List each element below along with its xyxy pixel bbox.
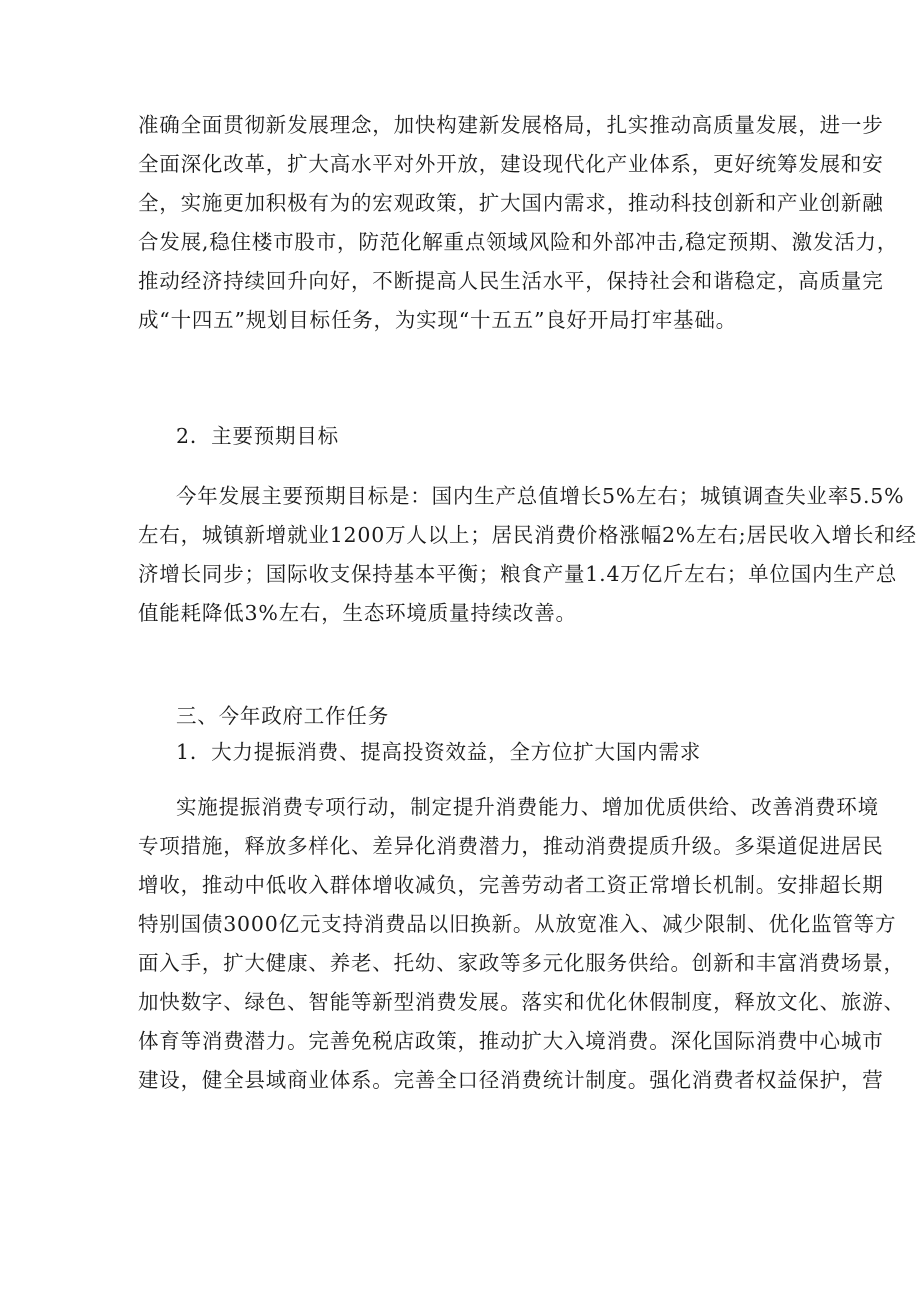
paragraph-line: 左右，城镇新增就业1200万人以上；居民消费价格涨幅2%左右;居民收入增长和经 [138, 523, 917, 547]
paragraph-task-one [138, 788, 905, 1100]
paragraph-line: 增收，推动中低收入群体增收减负，完善劳动者工资正常增长机制。安排超长期 [138, 873, 884, 897]
paragraph-line: 实施提振消费专项行动，制定提升消费能力、增加优质供给、改善消费环境 [176, 795, 879, 819]
heading-main-targets: 2．主要预期目标 [176, 424, 339, 448]
paragraph-line: 全，实施更加积极有为的宏观政策，扩大国内需求，推动科技创新和产业创新融 [138, 191, 884, 215]
paragraph-line: 特别国债3000亿元支持消费品以旧换新。从放宽准入、减少限制、优化监管等方 [138, 912, 897, 936]
paragraph-line: 建设，健全县域商业体系。完善全口径消费统计制度。强化消费者权益保护，营 [138, 1068, 884, 1092]
paragraph-line: 济增长同步；国际收支保持基本平衡；粮食产量1.4万亿斤左右；单位国内生产总 [138, 562, 898, 586]
paragraph-targets [138, 477, 917, 633]
heading-task-one: 1．大力提振消费、提高投资效益，全方位扩大国内需求 [176, 740, 702, 764]
paragraph-intro [138, 106, 899, 340]
paragraph-line: 全面深化改革，扩大高水平对外开放，建设现代化产业体系，更好统筹发展和安 [138, 152, 884, 176]
paragraph-line: 准确全面贯彻新发展理念，加快构建新发展格局，扎实推动高质量发展，进一步 [138, 113, 884, 137]
paragraph-line: 专项措施，释放多样化、差异化消费潜力，推动消费提质升级。多渠道促进居民 [138, 834, 884, 858]
paragraph-line: 面入手，扩大健康、养老、托幼、家政等多元化服务供给。创新和丰富消费场景， [138, 951, 905, 975]
paragraph-line: 今年发展主要预期目标是：国内生产总值增长5%左右；城镇调查失业率5.5% [176, 484, 905, 508]
paragraph-line: 推动经济持续回升向好，不断提高人民生活水平，保持社会和谐稳定，高质量完 [138, 269, 884, 293]
paragraph-line: 值能耗降低3%左右，生态环境质量持续改善。 [138, 601, 577, 625]
paragraph-line: 成“十四五”规划目标任务，为实现“十五五”良好开局打牢基础。 [138, 308, 737, 332]
heading-section-three: 三、今年政府工作任务 [176, 704, 389, 728]
paragraph-line: 合发展,稳住楼市股市，防范化解重点领域风险和外部冲击,稳定预期、激发活力， [138, 230, 899, 254]
paragraph-line: 体育等消费潜力。完善免税店政策，推动扩大入境消费。深化国际消费中心城市 [138, 1029, 884, 1053]
paragraph-line: 加快数字、绿色、智能等新型消费发展。落实和优化休假制度，释放文化、旅游、 [138, 990, 905, 1014]
